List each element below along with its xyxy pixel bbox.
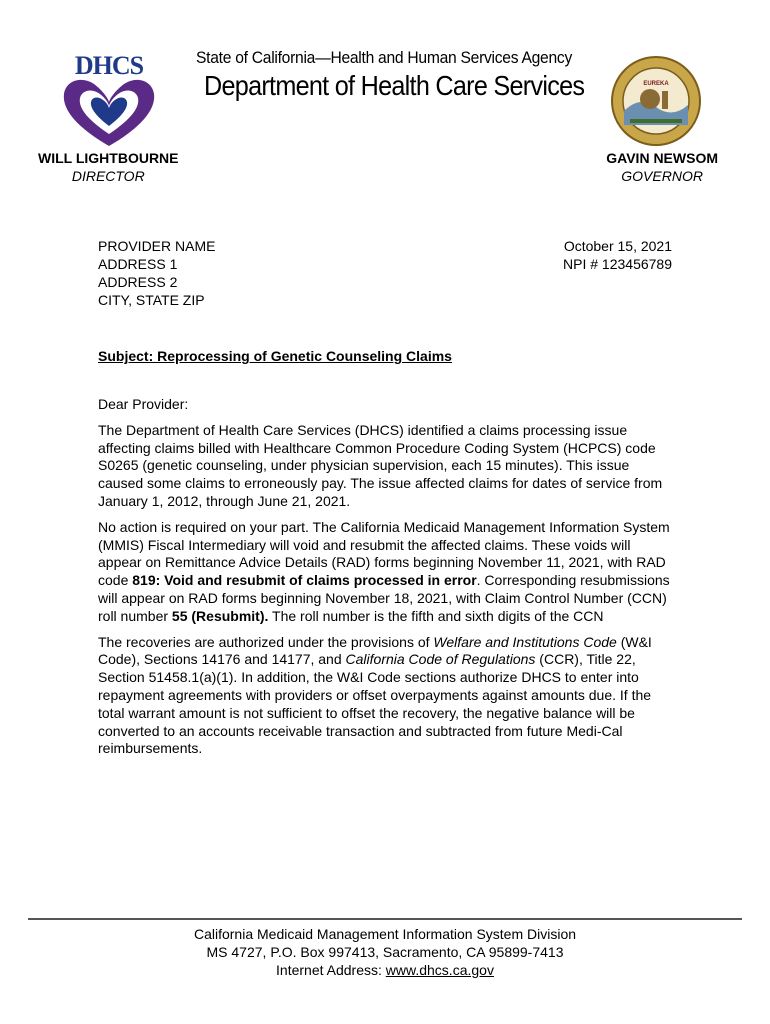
seal-motto: EUREKA — [643, 81, 669, 87]
department-title: Department of Health Care Services — [204, 70, 585, 101]
website-link[interactable]: www.dhcs.ca.gov — [385, 962, 494, 978]
footer-mailing-address: MS 4727, P.O. Box 997413, Sacramento, CA 95899-7413 — [206, 944, 564, 960]
governor-title: GOVERNOR — [621, 168, 703, 184]
director-name: WILL LIGHTBOURNE — [38, 150, 179, 166]
address-line-2: ADDRESS 2 — [98, 274, 178, 290]
subject-line: Subject: Reprocessing of Genetic Counseling Claims — [98, 348, 452, 364]
footer-division: California Medicaid Management Information System Division — [193, 926, 577, 942]
address-line-1: ADDRESS 1 — [98, 256, 178, 272]
date-block — [563, 237, 672, 273]
footer — [0, 925, 770, 979]
director-block — [38, 149, 179, 185]
letter-body — [98, 396, 674, 766]
greeting: Dear Provider: — [98, 396, 189, 412]
agency-line: State of California—Health and Human Services Agency — [196, 48, 572, 67]
footer-divider — [28, 918, 742, 920]
footer-internet: Internet Address: www.dhcs.ca.gov — [276, 962, 494, 978]
state-seal-icon — [610, 55, 702, 147]
dhcs-heart-icon — [58, 50, 160, 150]
dhcs-logo — [58, 50, 160, 150]
paragraph-3: The recoveries are authorized under the provisions of Welfare and Institutions Code (W&I Code), Sections 14176 and 14177, and California Code of Regulations (CCR), Title 22, Section 51458.1(a)(1). In addition, the W&I Code sections authorize DHCS to enter into repayment agreements with providers or offset overpayments against amounts due. If the total warrant amount is not sufficient to offset the recovery, the negative balance will be converted to an accounts receivable transaction and subtracted from future Medi-Cal reimbursements. — [98, 633, 652, 757]
director-title: DIRECTOR — [71, 168, 145, 184]
governor-block — [606, 149, 718, 185]
provider-name: PROVIDER NAME — [98, 238, 216, 254]
city-state-zip: CITY, STATE ZIP — [98, 292, 205, 308]
recipient-address — [98, 237, 215, 309]
letter-date: October 15, 2021 — [563, 238, 672, 254]
paragraph-2: No action is required on your part. The California Medicaid Management Information System (MMIS) Fiscal Intermediary will void and resubmit the affected claims. These voids will appear on Remittance Advice Details (RAD) forms beginning November 11, 2021, with RAD code 819: Void and resubmit of claims processed in error. Corresponding resubmissions will appear on RAD forms beginning November 18, 2021, with Claim Control Number (CCN) roll number 55 (Resubmit). The roll number is the fifth and sixth digits of the CCN — [98, 518, 670, 624]
npi-number: NPI # 123456789 — [563, 256, 672, 272]
california-seal — [610, 55, 702, 147]
paragraph-1: The Department of Health Care Services (DHCS) identified a claims processing issue affecting claims billed with Healthcare Common Procedure Coding System (HCPCS) code S0265 (genetic counseling, under physician supervision, each 15 minutes). This issue caused some claims to erroneously pay. The issue affected claims for dates of service from January 1, 2012, through June 21, 2021. — [98, 421, 663, 509]
governor-name: GAVIN NEWSOM — [606, 150, 718, 166]
logo-text: DHCS — [74, 51, 144, 80]
